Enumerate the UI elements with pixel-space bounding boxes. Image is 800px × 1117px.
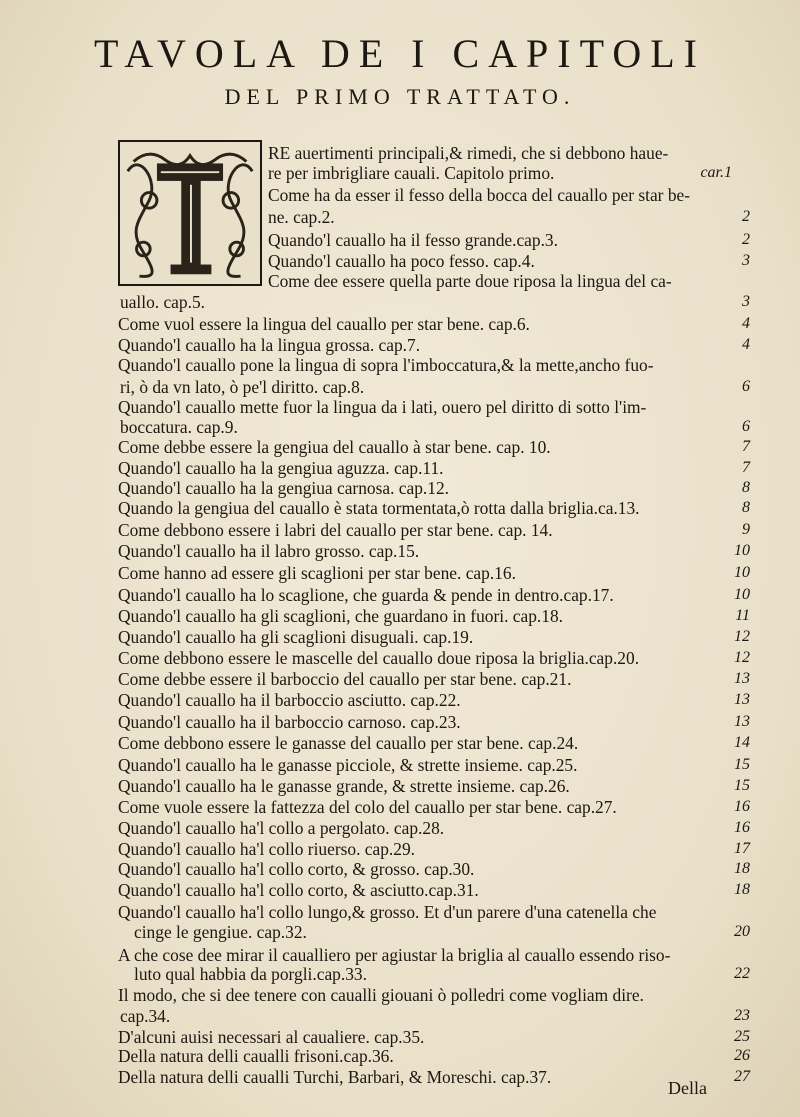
page-number: 2 — [742, 231, 750, 248]
chapter-entry: Quando'l cauallo ha gli scaglioni disuguali. cap.19. — [118, 627, 474, 647]
page-number: 11 — [735, 607, 750, 624]
page-number: 6 — [742, 378, 750, 395]
chapter-entry: Come debbe essere il barboccio del cauallo per star bene. cap.21. — [118, 669, 572, 689]
page-number: 22 — [734, 965, 750, 982]
page-number: 3 — [742, 252, 750, 269]
chapter-entry: Della natura delli caualli frisoni.cap.36. — [118, 1046, 394, 1066]
chapter-entry: Quando'l cauallo pone la lingua di sopra l'imboccatura,& la mette,ancho fuo- — [118, 355, 654, 375]
chapter-entry: ne. cap.2. — [268, 207, 335, 227]
decorated-initial-ornament — [120, 142, 260, 284]
chapter-entry: Come vuol essere la lingua del cauallo per star bene. cap.6. — [118, 314, 530, 334]
chapter-entry: Quando'l cauallo ha'l collo lungo,& grosso. Et d'un parere d'una catenella che — [118, 902, 657, 922]
chapter-entry: Quando'l cauallo ha la gengiua aguzza. cap.11. — [118, 458, 444, 478]
decorated-initial — [118, 140, 262, 286]
chapter-entry: Quando'l cauallo ha gli scaglioni, che guardano in fuori. cap.18. — [118, 606, 564, 626]
page-number: 12 — [734, 649, 750, 666]
chapter-entry: ri, ò da vn lato, ò pe'l diritto. cap.8. — [120, 377, 365, 397]
page-number: 25 — [734, 1028, 750, 1045]
chapter-entry: cinge le gengiue. cap.32. — [134, 922, 307, 942]
page-number: 16 — [734, 798, 750, 815]
page-number: 17 — [734, 840, 750, 857]
chapter-entry: Quando'l cauallo ha la gengiua carnosa. cap.12. — [118, 478, 450, 498]
chapter-entry: Il modo, che si dee tenere con caualli giouani ò polledri come vogliam dire. — [118, 985, 644, 1005]
page-number: 3 — [742, 293, 750, 310]
page-number: 13 — [734, 670, 750, 687]
chapter-entry: Quando'l cauallo ha il barboccio asciutto. cap.22. — [118, 690, 461, 710]
catchword: Della — [668, 1078, 707, 1098]
page-number: 18 — [734, 881, 750, 898]
chapter-entry: Come dee essere quella parte doue riposa la lingua del ca- — [268, 271, 672, 291]
page-number: 9 — [742, 521, 750, 538]
chapter-entry: Quando'l cauallo ha'l collo corto, & grosso. cap.30. — [118, 859, 475, 879]
page-number: 15 — [734, 777, 750, 794]
chapter-entry: Come debbe essere la gengiua del cauallo à star bene. cap. 10. — [118, 437, 551, 457]
page-number: 15 — [734, 756, 750, 773]
page-number: 6 — [742, 418, 750, 435]
page-number: 26 — [734, 1047, 750, 1064]
page-number: 13 — [734, 691, 750, 708]
page-number: 4 — [742, 315, 750, 332]
page-number: 8 — [742, 499, 750, 516]
chapter-entry: cap.34. — [120, 1006, 171, 1026]
page-number: 2 — [742, 208, 750, 225]
chapter-entry: Come hanno ad essere gli scaglioni per star bene. cap.16. — [118, 563, 516, 583]
page-subtitle: DEL PRIMO TRATTATO. — [224, 84, 576, 109]
chapter-entry: Quando'l cauallo ha le ganasse grande, & strette insieme. cap.26. — [118, 776, 570, 796]
page-number: 12 — [734, 628, 750, 645]
chapter-entry: Come debbono essere le ganasse del cauallo per star bene. cap.24. — [118, 733, 579, 753]
page-number: 14 — [734, 734, 750, 751]
page-number: 27 — [734, 1068, 750, 1085]
page-number: car.1 — [700, 164, 732, 181]
chapter-entry: RE auertimenti principali,& rimedi, che si debbono haue- — [268, 143, 669, 163]
page-number: 7 — [742, 438, 750, 455]
chapter-entry: A che cose dee mirar il caualliero per agiustar la briglia al cauallo essendo riso- — [118, 945, 671, 965]
chapter-entry: boccatura. cap.9. — [120, 417, 238, 437]
page-number: 20 — [734, 923, 750, 940]
page-number: 8 — [742, 479, 750, 496]
page-number: 13 — [734, 713, 750, 730]
page-number: 4 — [742, 336, 750, 353]
chapter-entry: Quando'l cauallo mette fuor la lingua da i lati, ouero pel diritto di sotto l'im- — [118, 397, 647, 417]
chapter-entry: luto qual habbia da porgli.cap.33. — [134, 964, 367, 984]
page-number: 18 — [734, 860, 750, 877]
chapter-entry: Come debbono essere le mascelle del cauallo doue riposa la briglia.cap.20. — [118, 648, 640, 668]
page-number: 23 — [734, 1007, 750, 1024]
chapter-entry: Quando'l cauallo ha il barboccio carnoso. cap.23. — [118, 712, 461, 732]
chapter-entry: Come debbono essere i labri del cauallo per star bene. cap. 14. — [118, 520, 553, 540]
page-number: 10 — [734, 586, 750, 603]
chapter-entry: Quando la gengiua del cauallo è stata tormentata,ò rotta dalla briglia.ca.13. — [118, 498, 640, 518]
page-number: 10 — [734, 564, 750, 581]
chapter-entry: Quando'l cauallo ha'l collo corto, & asciutto.cap.31. — [118, 880, 479, 900]
page-number: 16 — [734, 819, 750, 836]
chapter-entry: re per imbrigliare cauali. Capitolo primo. — [268, 163, 555, 183]
chapter-entry: Quando'l cauallo ha poco fesso. cap.4. — [268, 251, 535, 271]
chapter-entry: Quando'l cauallo ha le ganasse picciole, & strette insieme. cap.25. — [118, 755, 578, 775]
page-number: 7 — [742, 459, 750, 476]
chapter-entry: Quando'l cauallo ha'l collo a pergolato. cap.28. — [118, 818, 445, 838]
page-title: TAVOLA DE I CAPITOLI — [94, 31, 706, 76]
chapter-entry: Come ha da esser il fesso della bocca del cauallo per star be- — [268, 185, 691, 205]
chapter-entry: D'alcuni auisi necessari al caualiere. cap.35. — [118, 1027, 425, 1047]
chapter-entry: Quando'l cauallo ha la lingua grossa. cap.7. — [118, 335, 421, 355]
chapter-entry: Come vuole essere la fattezza del colo del cauallo per star bene. cap.27. — [118, 797, 617, 817]
chapter-entry: Quando'l cauallo ha lo scaglione, che guarda & pende in dentro.cap.17. — [118, 585, 614, 605]
chapter-entry: Quando'l cauallo ha'l collo riuerso. cap.29. — [118, 839, 415, 859]
chapter-entry: Quando'l cauallo ha il fesso grande.cap.3. — [268, 230, 558, 250]
chapter-entry: Quando'l cauallo ha il labro grosso. cap.15. — [118, 541, 420, 561]
page-number: 10 — [734, 542, 750, 559]
chapter-entry: Della natura delli caualli Turchi, Barbari, & Moreschi. cap.37. — [118, 1067, 552, 1087]
chapter-entry: uallo. cap.5. — [120, 292, 205, 312]
